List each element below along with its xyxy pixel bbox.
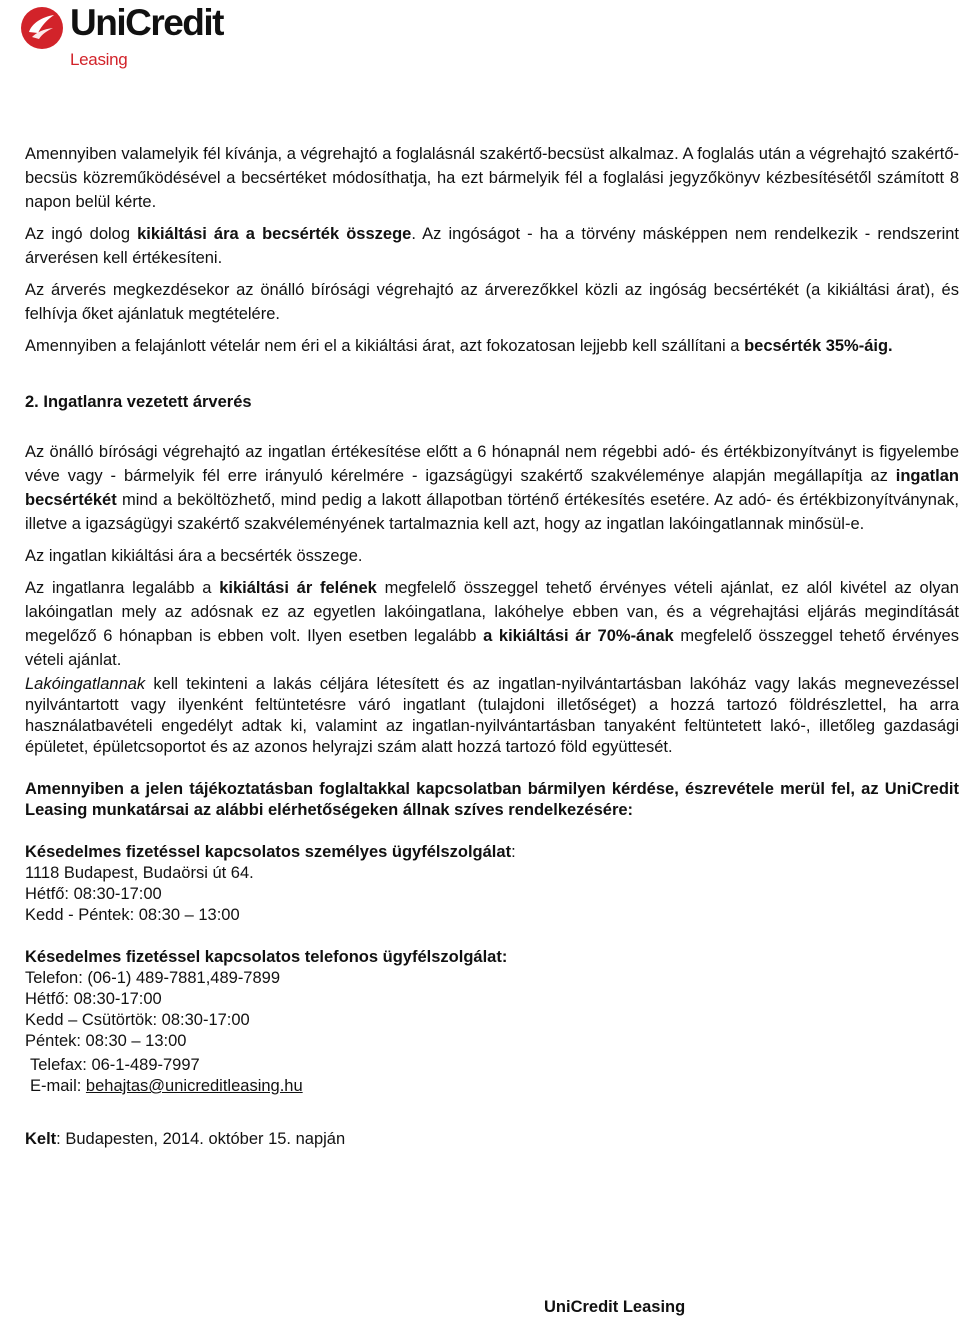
paragraph-real-estate-valuation xyxy=(25,440,959,536)
text-segment: megfelelő összeggel tehető érvényes vételi ajánlat. xyxy=(25,627,959,669)
unicredit-leasing-logo xyxy=(20,4,250,76)
text-segment: Az ingó dolog xyxy=(25,225,138,243)
email-line xyxy=(30,1076,959,1097)
bold-text: kikiáltási ár felének xyxy=(219,579,377,597)
text-segment: . Az ingóságot - ha a törvény másképpen nem rendelkezik - rendszerint árverésen kell értékesíteni. xyxy=(25,225,960,267)
unicredit-logo-icon xyxy=(20,6,64,50)
paragraph-valid-offer xyxy=(25,576,959,672)
text-segment: Amennyiben a felajánlott vételár nem éri el a kikiáltási árat, azt fokozatosan lejjebb kell szállítani a xyxy=(25,337,745,355)
text-segment: kell tekinteni a lakás céljára létesített és az ingatlan-nyilvántartásban lakóház vagy lakás megnevezéssel nyilvántartott vagy ilyenként feltüntetésre váró ingatlant (tulajdoni illetőséget) a hozzá tartozó földrészlettel, ha arra használatbavételi engedélyt adtak ki, valamint az ingatlan-nyilvántartásban tanyaként feltüntetett lakó-, illetőleg gazdasági épületet, épületcsoportot és az azonos helyrajzi szám alatt hozzá tartozó föld együttesét. xyxy=(25,675,959,756)
personal-service-block xyxy=(25,842,959,926)
personal-service-address: 1118 Budapest, Budaörsi út 64. xyxy=(25,864,254,882)
bold-text: Késedelmes fizetéssel kapcsolatos személyes ügyfélszolgálat xyxy=(25,843,512,861)
section-title: Ingatlanra vezetett árverés xyxy=(43,393,252,411)
phone-numbers: Telefon: (06-1) 489-7881,489-7899 xyxy=(25,969,281,987)
email-link[interactable]: behajtas@unicreditleasing.hu xyxy=(85,1077,303,1095)
phone-hours-monday: Hétfő: 08:30-17:00 xyxy=(25,990,162,1008)
paragraph-price-reduction xyxy=(25,334,959,358)
personal-service-hours-monday: Hétfő: 08:30-17:00 xyxy=(25,885,162,903)
bold-text: kikiáltási ára a becsérték összege xyxy=(137,225,412,243)
phone-hours-friday: Péntek: 08:30 – 13:00 xyxy=(25,1032,187,1050)
bold-text: ingatlan becsértékét xyxy=(25,467,959,509)
text-segment: Az önálló bírósági végrehajtó az ingatlan értékesítése előtt a 6 hónapnál nem régebbi adó- és értékbizonyítványt is figyelembe véve vagy - bármelyik fél erre irányuló kérelmére - igazságügyi szakértő szakvéleménye alapján megállapítja az xyxy=(25,443,959,485)
paragraph-residential-definition xyxy=(25,674,959,758)
paragraph-contact-intro: Amennyiben a jelen tájékoztatásban foglaltakkal kapcsolatban bármilyen kérdése, észrevétele merül fel, az UniCredit Leasing munkatársai az alábbi elérhetőségeken állnak szíves rendelkezésére: xyxy=(25,780,959,819)
paragraph-auction-start: Az árverés megkezdésekor az önálló bírósági végrehajtó az árverezőkkel közli az ingóság becsértékét (a kikiáltási árat), és felhívja őket ajánlatuk megtételére. xyxy=(25,281,959,323)
bold-text: a kikiáltási ár 70%-ának xyxy=(483,627,674,645)
logo-sub-text: Leasing xyxy=(70,50,128,69)
personal-service-title xyxy=(25,842,959,863)
paragraph-expert-appraisal: Amennyiben valamelyik fél kívánja, a végrehajtó a foglalásnál szakértő-becsüst alkalmaz. A foglalás után a végrehajtó szakértő-becsüs közreműködésével a becsértéket módosíthatja, ha ezt bármelyik fél a foglalási jegyzőkönyv kézbesítésétől számított 8 napon belül kérte. xyxy=(25,145,959,211)
phone-hours-tue-thu: Kedd – Csütörtök: 08:30-17:00 xyxy=(25,1011,250,1029)
phone-service-title: Késedelmes fizetéssel kapcsolatos telefonos ügyfélszolgálat: xyxy=(25,948,508,966)
date-label: Kelt xyxy=(25,1130,57,1148)
paragraph-movable-price xyxy=(25,222,959,270)
section-heading xyxy=(25,390,959,414)
section-number: 2. xyxy=(25,393,39,411)
text-segment: mind a beköltözhető, mind pedig a lakott állapotban történő értékesítés esetére. Az adó- és értékbizonyítványnak, illetve a igazságügyi szakértő szakvéleményének tartalmaznia kell azt, hogy az ingatlan lakóingatlannak minősül-e. xyxy=(25,491,959,533)
paragraph-real-estate-price: Az ingatlan kikiáltási ára a becsérték összege. xyxy=(25,547,363,565)
fax-number: Telefax: 06-1-489-7997 xyxy=(30,1056,200,1074)
text-segment: : xyxy=(511,843,516,861)
document-body xyxy=(25,142,959,1151)
email-label: E-mail: xyxy=(30,1077,86,1095)
phone-service-block xyxy=(25,947,959,1097)
date-text: : Budapesten, 2014. október 15. napján xyxy=(56,1130,346,1148)
bold-text: becsérték 35%-áig. xyxy=(744,337,893,355)
italic-text: Lakóingatlannak xyxy=(25,675,146,693)
signature: UniCredit Leasing xyxy=(544,1298,686,1316)
text-segment: Az ingatlanra legalább a xyxy=(25,579,220,597)
text-segment: megfelelő összeggel tehető érvényes vételi ajánlat, ez alól kivétel az olyan lakóingatlan mely az adósnak ez az egyetlen lakóingatlana, lakóhelye ebben van, és a végrehajtási eljárás megindítását megelőző 6 hónapban is ebben volt. Ilyen esetben legalább xyxy=(25,579,959,645)
logo-brand-text: UniCredit xyxy=(70,2,223,43)
personal-service-hours-tue-fri: Kedd - Péntek: 08:30 – 13:00 xyxy=(25,906,240,924)
date-line xyxy=(25,1127,959,1151)
